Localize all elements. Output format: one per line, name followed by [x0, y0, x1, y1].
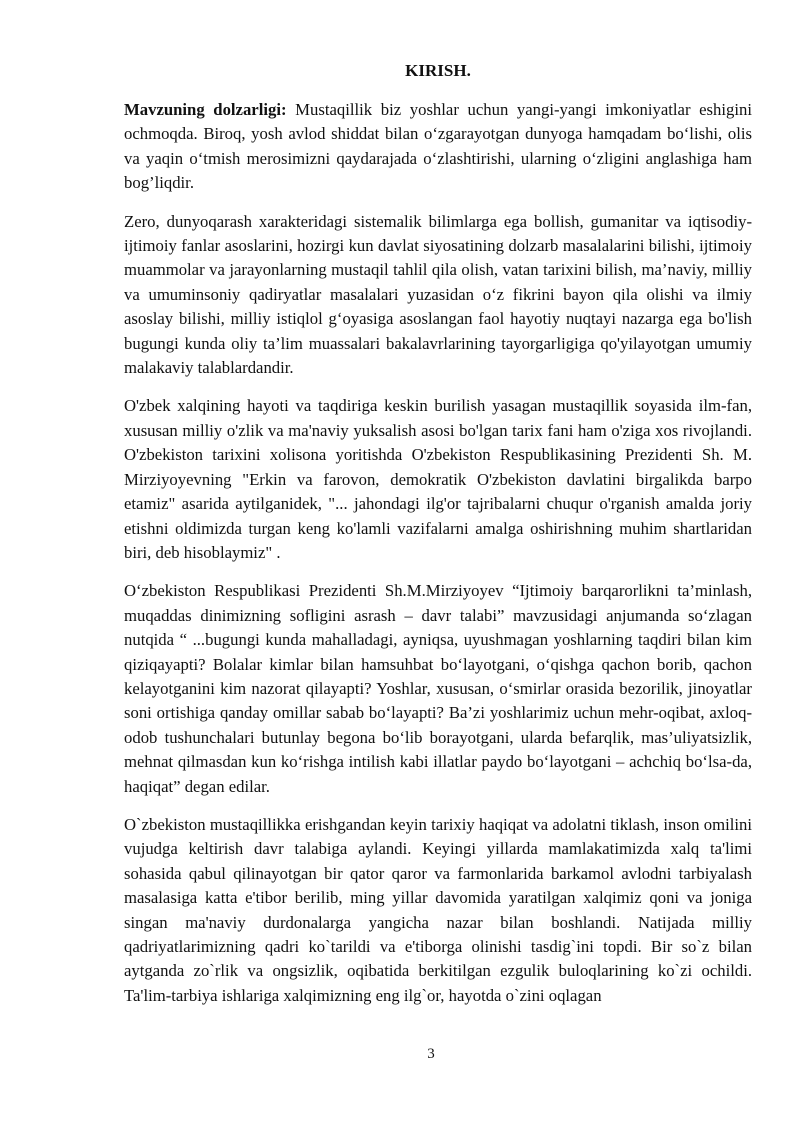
paragraph-relevance: [124, 98, 752, 196]
paragraph-text: O‘zbekiston Respublikasi Prezidenti Sh.M.Mirziyoyev “Ijtimoiy barqarorlikni ta’minlash, muqaddas dinimizning sofligini asrash – davr talabi” mavzusidagi anjumanda so‘zlagan nutqida “ ...bugungi kunda mahalladagi, ayniqsa, uyushmagan yoshlarning taqdiri bilan kim qiziqayapti? Bolalar kimlar bilan hamsuhbat bo‘layotgani, o‘qishga qachon borib, qachon kelayotganini kim nazorat qilayapti? Yoshlar, xususan, o‘smirlar orasida bezorilik, jinoyatlar soni ortishiga qanday omillar sabab bo‘layapti? Ba’zi yoshlarimiz uchun mehr-oqibat, axloq-odob tushunchalari butunlay begona bo‘lib borayotgani, ularda befarqlik, mas’uliyatsizlik, mehnat qilmasdan kun ko‘rishga intilish kabi illatlar paydo bo‘layotgani – achchiq bo‘lsa-da, haqiqat” degan edilar.: [124, 581, 752, 796]
page-number: 3: [427, 1046, 435, 1062]
paragraph-lead: Mavzuning dolzarligi:: [124, 100, 287, 119]
paragraph-independence: [124, 813, 752, 1008]
paragraph-text: O`zbekiston mustaqillikka erishgandan keyin tarixiy haqiqat va adolatni tiklash, inson omilini vujudga keltirish davr talabiga aylandi. Keyingi yillarda mamlakatimizda xalq ta'limi sohasida qabul qilinayotgan bir qator qaror va farmonlarida barkamol avlodni tarbiyalash masalasiga katta e'tibor berilib, ming yillar davomida yaratilgan xalqimiz qoni va joniga singan ma'naviy durdonalarga yangicha nazar bilan boshlandi. Natijada milliy qadriyatlarimizning qadri ko`tarildi va e'tiborga olinishi tasdig`ini topdi. Bir so`z bilan aytganda zo`rlik va ongsizlik, oqibatida berkitilgan ezgulik buloqlarining ko`zi ochildi. Ta'lim-tarbiya ishlariga xalqimizning eng ilg`or, hayotda o`zini oqlagan: [124, 814, 752, 1005]
page-title: KIRISH.: [405, 61, 471, 80]
paragraph-history: [124, 394, 752, 565]
paragraph-worldview: [124, 210, 752, 381]
paragraph-text: O'zbek xalqining hayoti va taqdiriga keskin burilish yasagan mustaqillik soyasida ilm-fan, xususan milliy o'zlik va ma'naviy yuksalish asosi bo'lgan tarix fani ham o'ziga xos rivojlandi. O'zbekiston tarixini xolisona yoritishda O'zbekiston Respublikasining Prezidenti Sh. M. Mirziyoyevning "Erkin va farovon, demokratik O'zbekiston davlatini birgalikda barpo etamiz" asarida aytilganidek, "... jahondagi ilg'or tajribalarni chuqur o'rganish amalda joriy etishni oldimizda turgan keng ko'lamli vazifalarni amalga oshirishning muhim shartlaridan biri, deb hisoblaymiz" .: [124, 396, 752, 562]
document-body: [124, 98, 752, 1022]
paragraph-president-speech: [124, 579, 752, 799]
paragraph-text: Mustaqillik biz yoshlar uchun yangi-yangi imkoniyatlar eshigini ochmoqda. Biroq, yosh avlod shiddat bilan o‘zgarayotgan dunyoga hamqadam bo‘lishi, olis va yaqin o‘tmish merosimizni qaydarajada o‘zlashtirishi, ularning o‘zligini anglashiga ham bog’liqdir.: [124, 100, 752, 193]
paragraph-text: Zero, dunyoqarash xarakteridagi sistemalik bilimlarga ega bollish, gumanitar va iqtisodiy-ijtimoiy fanlar asoslarini, hozirgi kun davlat siyosatining dolzarb masalalarini bilishi, ijtimoiy muammolar va jarayonlarning mustaqil tahlil qila olish, vatan tarixini bilish, ma’naviy, milliy va umuminsoniy qadiryatlar masalalari yuzasidan o‘z fikrini bayon qila olishi va ilmiy asoslay bilishi, milliy istiqlol g‘oyasiga asoslangan faol hayotiy nuqtayi nazarga ega bo'lish bugungi kunda oliy ta’lim muassalari bakalavrlarining tayorgarligiga qo'yilayotgan umumiy malakaviy talablardandir.: [124, 211, 752, 378]
